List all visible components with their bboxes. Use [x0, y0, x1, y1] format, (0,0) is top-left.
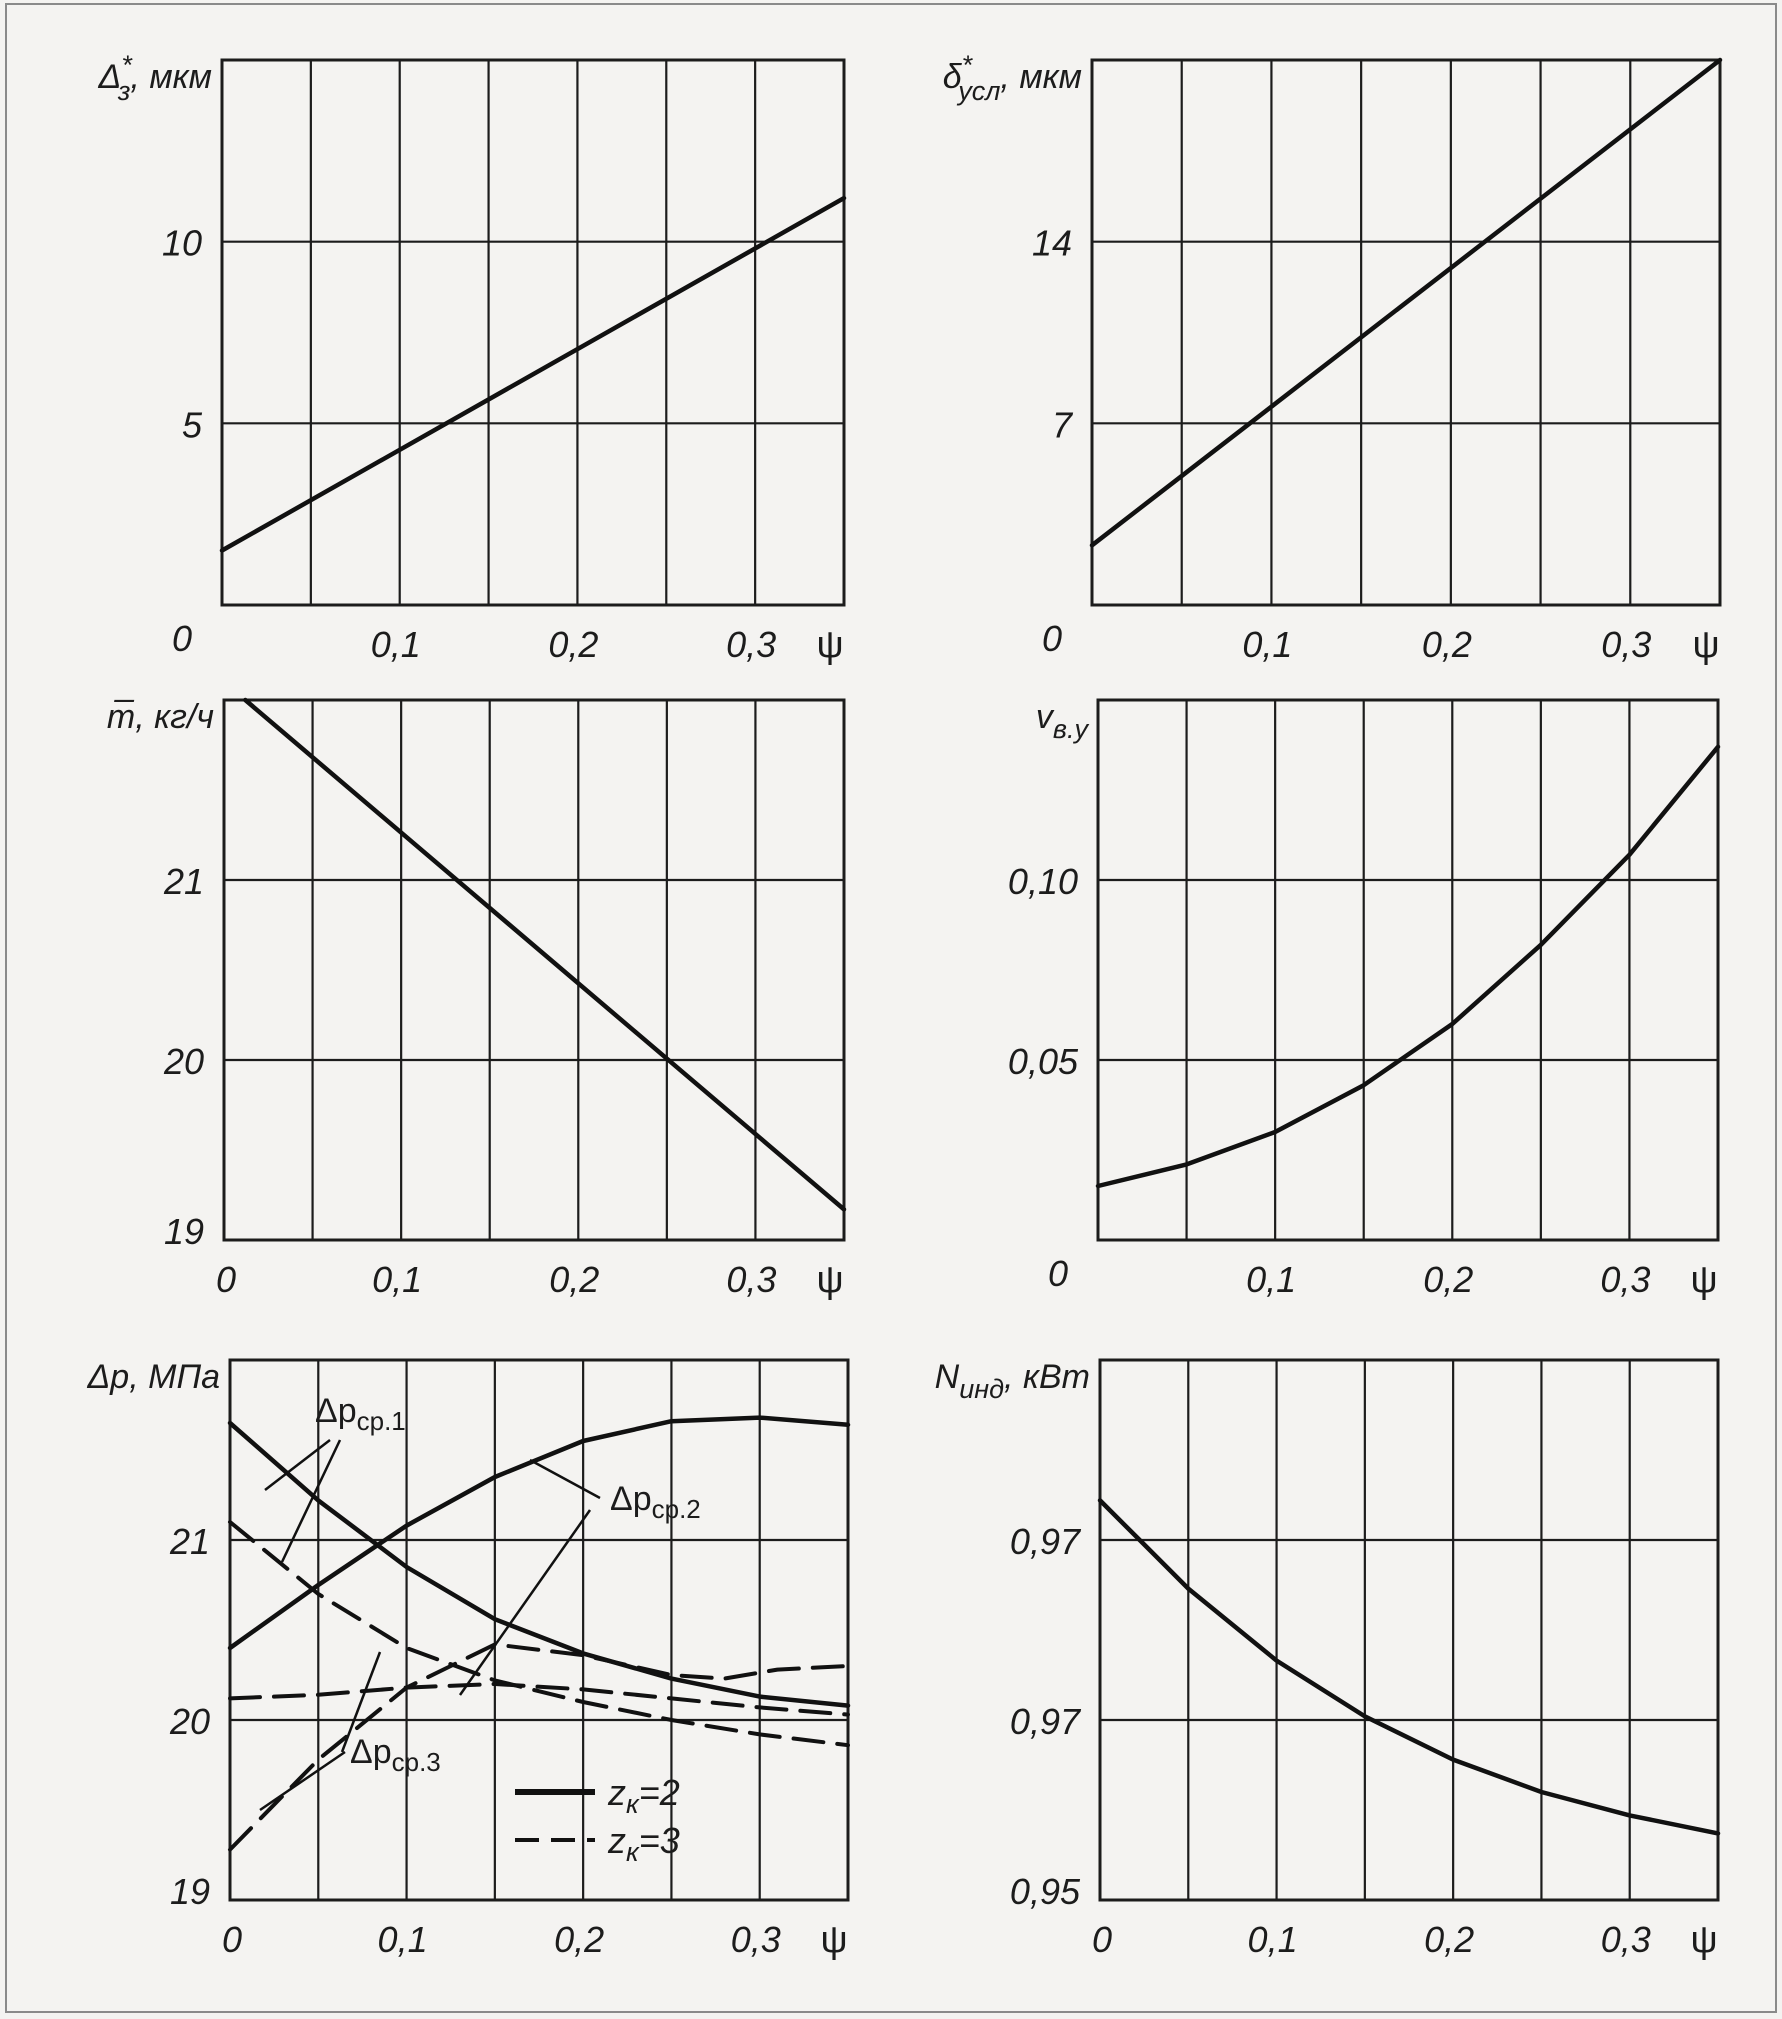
y-axis-label: δ* усл, мкм — [942, 50, 1082, 106]
callout-label: $\Delta p_{ср.2}$ — [610, 1480, 701, 1524]
x-axis-label: ψ — [1692, 624, 1720, 666]
y-tick-label: 20 — [169, 1701, 210, 1742]
x-tick-label: 0,1 — [1246, 1259, 1297, 1300]
plot-frame — [224, 700, 844, 1240]
x-tick-label: 0,2 — [1421, 624, 1472, 665]
y-tick-label: 0 — [1041, 618, 1062, 659]
x-tick-label: 0,1 — [377, 1919, 428, 1960]
figure-frame — [6, 4, 1776, 2012]
x-axis-label: ψ — [816, 1259, 844, 1301]
y-tick-label: 0,05 — [1007, 1041, 1078, 1082]
x-tick-label: 0,1 — [372, 1259, 423, 1300]
chart-6 — [935, 1358, 1718, 1961]
x-tick-label: 0,1 — [1247, 1919, 1298, 1960]
callout-leader — [260, 1752, 345, 1810]
x-tick-label: 0,2 — [548, 624, 599, 665]
plot-frame — [230, 1360, 848, 1900]
y-tick-label: 19 — [169, 1871, 210, 1912]
y-tick-label: 0 — [171, 618, 192, 659]
y-tick-label: 5 — [181, 404, 202, 446]
y-tick-label: 19 — [163, 1211, 204, 1252]
charts-layer — [87, 50, 1721, 1961]
y-axis-label: m̅, кг/ч — [106, 698, 214, 736]
x-tick-label: 0,3 — [726, 624, 777, 665]
x-axis-label: ψ — [816, 624, 844, 666]
x-tick-label: 0,2 — [1424, 1919, 1475, 1960]
callout-leader — [460, 1510, 590, 1695]
y-tick-label: 0,10 — [1007, 861, 1078, 902]
y-tick-label: 0 — [1047, 1253, 1068, 1294]
y-tick-label: 20 — [163, 1041, 204, 1082]
series-line-1 — [1100, 1500, 1718, 1833]
legend-label: $z_к=2$ — [608, 1772, 680, 1819]
y-tick-label: 0,97 — [1009, 1521, 1080, 1562]
series-line-1 — [245, 700, 844, 1209]
x-tick-label: 0 — [215, 1259, 237, 1300]
y-axis-label: $N_{инд}$, кВт — [934, 1358, 1090, 1404]
x-tick-label: 0,3 — [730, 1919, 781, 1960]
x-tick-label: 0,3 — [1600, 1919, 1651, 1960]
x-tick-label: 0,3 — [726, 1259, 777, 1300]
x-tick-label: 0,1 — [370, 624, 421, 665]
y-tick-label: 21 — [169, 1521, 210, 1562]
y-tick-label: 10 — [161, 222, 202, 264]
series-line-1 — [1092, 60, 1720, 545]
x-tick-label: 0 — [1091, 1919, 1113, 1960]
callout-label: $\Delta p_{ср.3}$ — [350, 1733, 441, 1777]
x-tick-label: 0,2 — [1423, 1259, 1474, 1300]
y-axis-label: Δp, МПа — [87, 1358, 220, 1396]
x-tick-label: 0,1 — [1242, 624, 1293, 665]
y-tick-label: 0,97 — [1009, 1701, 1080, 1742]
y-tick-label: 7 — [1051, 404, 1072, 446]
series-line-3 — [230, 1522, 848, 1745]
x-axis-label: ψ — [820, 1919, 848, 1961]
x-tick-label: 0,2 — [554, 1919, 605, 1960]
y-tick-label: 21 — [163, 861, 204, 902]
callout-leader — [282, 1440, 340, 1562]
chart-2 — [943, 50, 1720, 666]
plot-frame — [1100, 1360, 1718, 1900]
chart-4 — [1008, 698, 1718, 1301]
plot-frame — [1098, 700, 1718, 1240]
series-line-2 — [230, 1418, 848, 1648]
x-axis-label: ψ — [1690, 1919, 1718, 1961]
y-tick-label: 0,95 — [1009, 1871, 1080, 1912]
y-axis-label: Δ* з, мкм — [98, 50, 212, 106]
series-line-5 — [230, 1644, 848, 1849]
y-tick-label: 14 — [1031, 222, 1072, 264]
chart-5 — [87, 1358, 849, 1961]
x-tick-label: 0,3 — [1600, 1259, 1651, 1300]
series-line-1 — [222, 198, 844, 550]
legend-label: $z_к=3$ — [608, 1820, 680, 1867]
chart-1 — [98, 50, 844, 666]
callout-leader — [530, 1460, 600, 1498]
x-tick-label: 0,3 — [1601, 624, 1652, 665]
plot-frame — [222, 60, 844, 605]
plot-frame — [1092, 60, 1720, 605]
x-tick-label: 0 — [221, 1919, 243, 1960]
x-tick-label: 0,2 — [549, 1259, 600, 1300]
callout-label: $\Delta p_{ср.1}$ — [315, 1392, 406, 1436]
x-axis-label: ψ — [1690, 1259, 1718, 1301]
series-line-1 — [1098, 747, 1718, 1186]
chart-3 — [107, 698, 844, 1301]
series-line-4 — [230, 1684, 848, 1715]
y-axis-label: $v_{в.у}$ — [1035, 698, 1088, 744]
